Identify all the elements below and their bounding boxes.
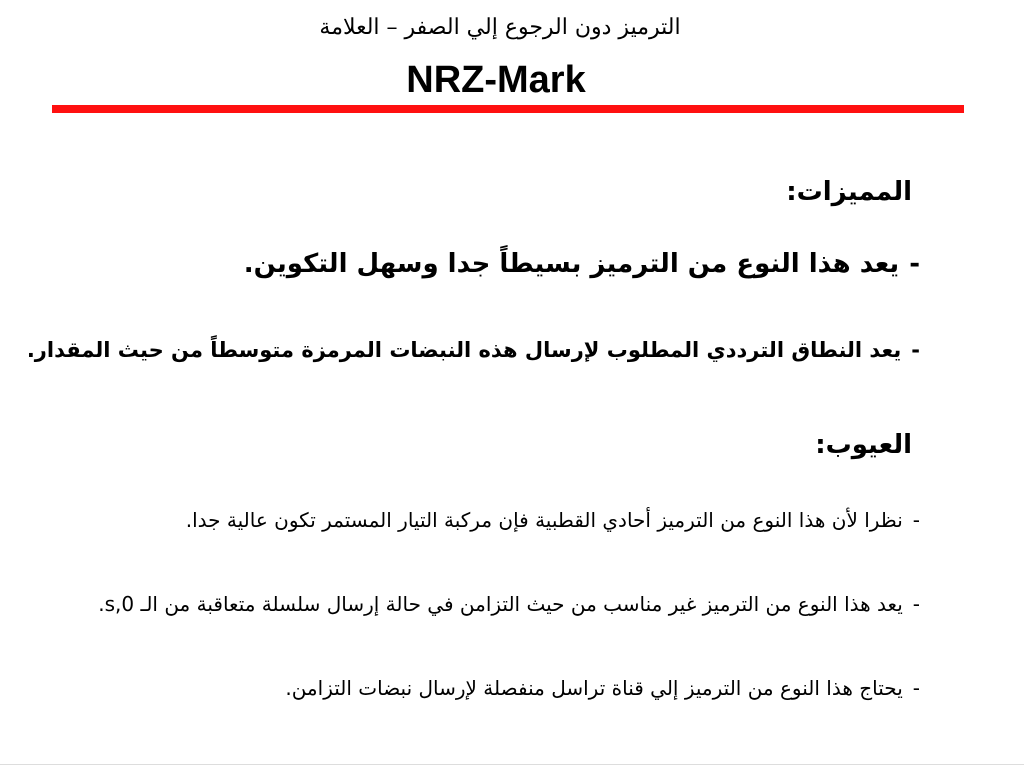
disadvantage-text: يحتاج هذا النوع من الترميز إلي قناة تراسل منفصلة لإرسال نبضات التزامن. [285,676,903,700]
advantage-text: يعد هذا النوع من الترميز بسيطاً جدا وسهل التكوين. [243,249,900,279]
disadvantage-item [98,584,920,624]
advantage-item [244,244,920,284]
advantages-heading: المميزات: [786,177,912,207]
disadvantage-item [186,500,920,540]
bullet-dash: - [909,249,920,279]
disadvantage-text: نظرا لأن هذا النوع من الترميز أحادي القطبية فإن مركبة التيار المستمر تكون عالية جدا. [185,508,903,532]
advantage-item [27,330,920,370]
disadvantage-item [285,668,920,708]
bullet-dash: - [912,676,920,700]
disadvantage-text: يعد هذا النوع من الترميز غير مناسب من حيث التزامن في حالة إرسال سلسلة متعاقبة من الـ 0,s. [98,592,903,616]
bullet-dash: - [911,338,920,362]
bullet-dash: - [912,508,920,532]
disadvantages-heading: العيوب: [815,430,912,460]
footer-divider [0,764,1024,765]
advantage-text: يعد النطاق الترددي المطلوب لإرسال هذه النبضات المرمزة متوسطاً من حيث المقدار. [26,338,902,362]
title-divider [52,105,964,113]
slide-title-english: NRZ-Mark [406,59,586,101]
slide-title-arabic: الترميز دون الرجوع إلي الصفر – العلامة [319,15,681,40]
bullet-dash: - [912,592,920,616]
